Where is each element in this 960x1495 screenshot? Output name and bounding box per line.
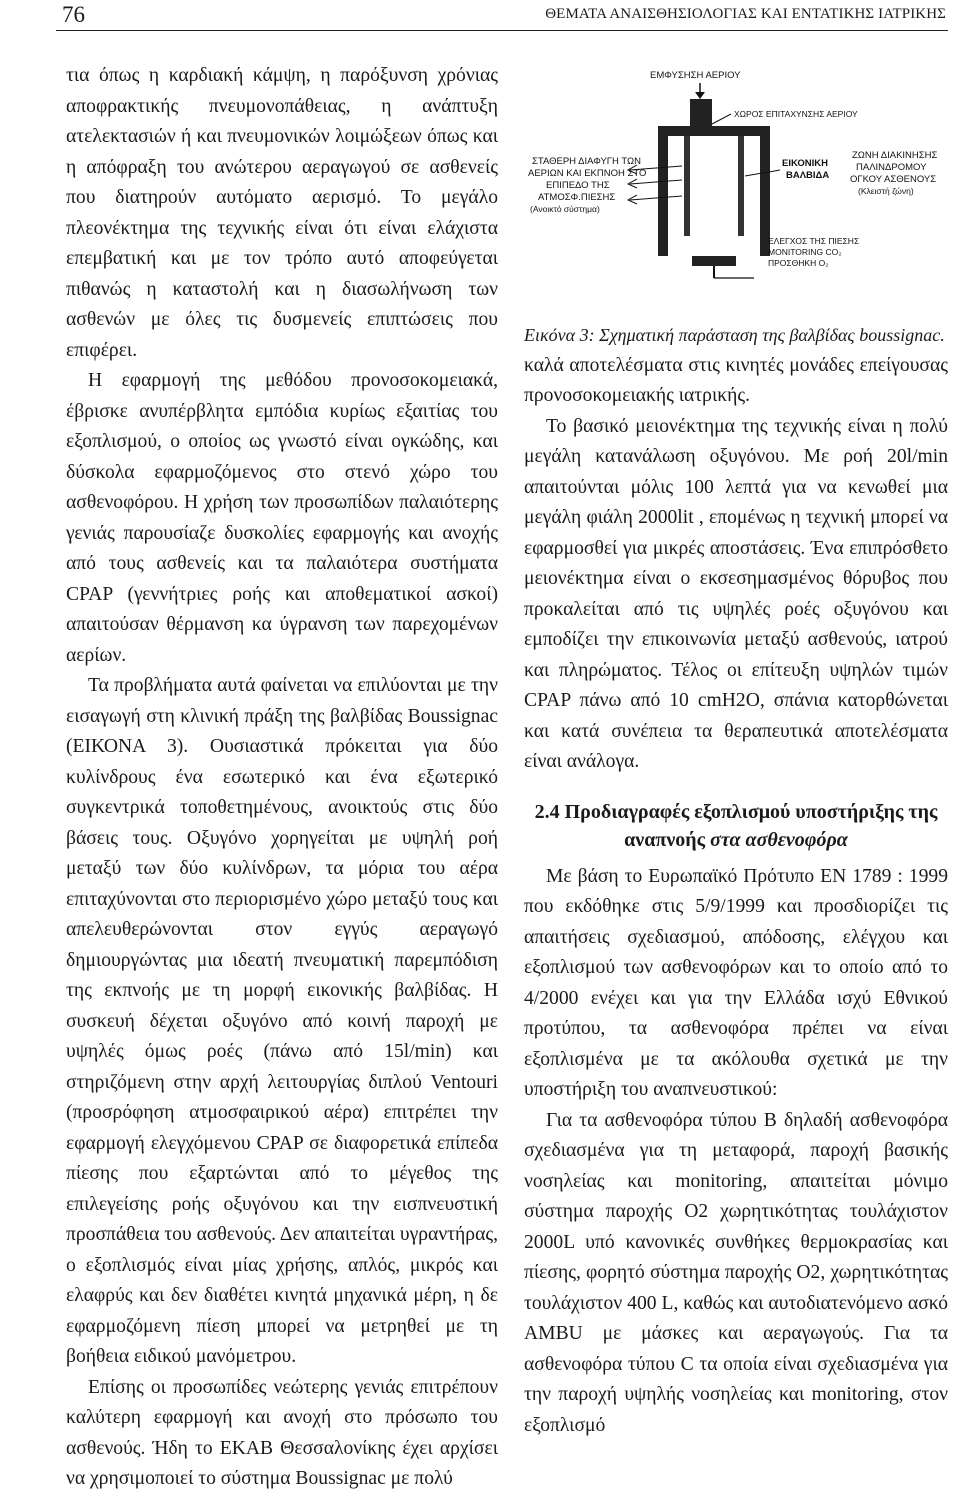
section-heading [524,798,948,854]
paragraph: Το βασικό μειονέκτημα της τεχνικής είναι η πολύ μεγάλη κατανάλωση οξυγόνου. Με ροή 20l/min απαιτούνται μόλις 100 λεπτά για να κενωθεί μια μεγάλη φιάλη 2000lit , επομένως η τεχνική μπορεί να εφαρμοσθεί για μικρές αποστάσεις. Ένα επιπρόσθετο μειονέκτημα είναι ο εκσεσημασμένος θόρυβος που προκαλείται από τις υψηλές ροές οξυγόνου και εμποδίζει την επικοινωνία μεταξύ ασθενούς, ιατρού και πληρώματος. Τέλος οι επίτευξη υψηλών τιμών CPAP πάνω από 10 cmH2O, σπάνια κατορθώνεται και κατά συνέπεια τα θεραπευτικά αποτελέσματα είναι ανάλογα. [524,415,948,772]
right-column [524,320,948,1441]
label-valve-1: ΕΙΚΟΝΙΚΗ [782,158,829,169]
page-number: 76 [62,2,85,27]
inner-cylinder-left [684,136,690,236]
label-zone-3: ΟΓΚΟΥ ΑΣΘΕΝΟΥΣ [850,174,937,185]
label-control-2: MONITORING CO₂ [768,247,842,257]
paragraph: Επίσης οι προσωπίδες νεώτερης γενιάς επιτρέπουν καλύτερη εφαρμογή και ανοχή στο πρόσωπο του ασθενούς. Ήδη το ΕΚΑΒ Θεσσαλονίκης έχει αρχίσει να χρησιμοποιεί το σύστημα Boussignac με πολύ [66,1376,498,1489]
paragraph: Για τα ασθενοφόρα τύπου Β δηλαδή ασθενοφόρα σχεδιασμένα για τη μεταφορά, παροχή βασικής νοσηλείας και monitoring, απαιτείται μόνιμο σύστημα παροχής O2 χωρητικότητας τουλάχιστον 2000L υπό κανονικές συνθήκες θερμοκρασίας και πίεσης, φορητό σύστημα παροχής O2, χωρητικότητας τουλάχιστον 400 L, καθώς και αυτοδιατενόμενο ασκό AMBU με μάσκες και αεραγωγούς. Για τα ασθενοφόρα τύπου C τα οποία είναι σχεδιασμένα για την παροχή υψηλής νοσηλείας και monitoring, στον εξοπλισμό [524,1109,948,1436]
patient-connector [692,256,736,266]
paragraph: καλά αποτελέσματα στις κινητές μονάδες επείγουσας προνοσοκομειακής ιατρικής. [524,354,948,406]
valve-diagram [524,66,948,281]
section-heading-text: 2.4 Προδιαγραφές εξοπλισμού υποστήριξης της αναπνοής [534,800,938,851]
label-zone-4: (Κλειστή ζώνη) [858,186,914,196]
boussignac-valve-figure [524,66,948,281]
label-escape-4: ΑΤΜΟΣΦ.ΠΙΕΣΗΣ [538,192,616,203]
label-control-3: ΠΡΟΣΘΗΚΗ O₂ [768,258,829,268]
label-zone-1: ΖΩΝΗ ΔΙΑΚΙΝΗΣΗΣ [852,150,938,161]
left-column [66,61,498,1495]
section-heading-italic: στα ασθενοφόρα [710,828,848,851]
inner-cylinder-right [738,136,744,236]
label-escape-3: ΕΠΙΠΕΔΟ ΤΗΣ [546,180,610,191]
running-title: ΘΕΜΑΤΑ ΑΝΑΙΣΘΗΣΙΟΛΟΓΙΑΣ ΚΑΙ ΕΝΤΑΤΙΚΗΣ ΙΑΤΡΙΚΗΣ [545,6,946,22]
accel-pointer [712,114,731,124]
paragraph: Η εφαρμογή της μεθόδου προνοσοκομειακά, έβρισκε ανυπέρβλητα εμπόδια κυρίως εξαιτίας του εξοπλισμού, ο οποίος ως γνωστό είναι ογκώδης, και δύσκολα εφαρμοζόμενος στο στενό χώρο του ασθενοφόρου. Η χρήση των προσωπίδων παλαιότερης γενιάς παρουσίαζε δυσκολίες εφαρμογής και ανοχής από τους ασθενείς και τα παλαιότερα συστήματα CPAP (γεννήτριες ροής και αποθεματικοί ασκοί) απαιτούσαν θέρμανση κα ύγρανση των παρεχομένων αερίων. [66,370,498,666]
inflow-arrowhead [695,92,705,99]
outer-cylinder-top [658,126,770,136]
paragraph: Τα προβλήματα αυτά φαίνεται να επιλύονται με την εισαγωγή στη κλινική πράξη της βαλβίδας Boussignac (ΕΙΚΟΝΑ 3). Ουσιαστικά πρόκειται για δύο κυλίνδρους ένα εσωτερικό και ένα εξωτερικό συγκεντρικά τοποθετημένους, ανοικτούς στις δύο βάσεις τους. Οξυγόνο χορηγείται με υψηλή ροή μεταξύ των δύο κυλίνδρων, τα μόρια του αέρα επιταχύνονται στο περιορισμένο χώρο μεταξύ τους και απελευθερώνονται στον εγγύς αεραγωγό δημιουργώντας μια ιδεατή πνευματική παρεμπόδιση της εκπνοής με τη μορφή εικονικής βαλβίδας. Η συσκευή δέχεται οξυγόνο από κοινή παροχή με υψηλές όμως ροές (πάνω από 15l/min) και στηριζόμενη στην αρχή λειτουργίας διπλού Ventouri (προσρόφηση ατμοσφαιρικού αέρα) επιτρέπει την εφαρμογή ελεγχόμενου CPAP σε διαφορετικά επίπεδα πίεσης που εξαρτώνται από το μέγεθος της επιλεγείσης ροής οξυγόνου και την εισπνευστική προσπάθεια του ασθενούς. Δεν απαιτείται υγραντήρας, ο εξοπλισμός είναι μίας χρήσης, απλός, μικρός και ελαφρύς και δεν διαθέτει κινητά μηχανικά μέρη, η δε εφαρμοζόμενη πίεση μπορεί να μετρηθεί με τη βοήθεια ειδικού μανόμετρου. [66,675,498,1367]
page-header [0,0,960,40]
outer-cylinder-left [658,136,668,256]
label-control-1: ΕΛΕΓΧΟΣ ΤΗΣ ΠΙΕΣΗΣ [768,236,860,246]
figure-caption: Εικόνα 3: Σχηματική παράσταση της βαλβίδας boussignac. [524,325,945,345]
label-escape-2: ΑΕΡΙΩΝ ΚΑΙ ΕΚΠΝΟΗ ΣΤΟ [528,168,647,179]
label-inflow: ΕΜΦΥΣΗΣΗ ΑΕΡΙΟΥ [650,70,741,81]
label-valve-2: ΒΑΛΒΙΔΑ [786,170,830,181]
label-accel-zone: ΧΩΡΟΣ ΕΠΙΤΑΧΥΝΣΗΣ ΑΕΡΙΟΥ [734,109,858,119]
paragraph: Με βάση το Ευρωπαϊκό Πρότυπο ΕΝ 1789 : 1999 που εκδόθηκε στις 5/9/1999 και προσδιορίζει τις απαιτήσεις σχεδιασμού, απόδοσης, ελέγχου και εξοπλισμού των ασθενοφόρων και το οποίο από το 4/2000 ενέχει και για την Ελλάδα ισχύ Εθνικού προτύπου, τα ασθενοφόρα πρέπει να είναι εξοπλισμένα με τα ακόλουθα σχετικά με την υποστήριξη του αναπνευστικού: [524,865,948,1100]
label-escape-5: (Ανοικτό σύστημα) [530,204,600,214]
label-zone-2: ΠΑΛΙΝΔΡΟΜΟΥ [856,162,927,173]
header-rule [56,30,948,31]
label-escape-1: ΣΤΑΘΕΡΗ ΔΙΑΦΥΓΗ ΤΩΝ [532,156,641,167]
paragraph: τια όπως η καρδιακή κάμψη, η παρόξυνση χρόνιας αποφρακτικής πνευμονοπάθειας, η ανάπτυξη ατελεκτασιών ή και πνευμονικών λοιμώξεων όπως και η απόφραξη του ανώτερου αεραγωγού σε ασθενείς που διατηρούν αυτόματο αερισμό. Το μεγάλο πλεονέκτημα της τεχνικής είναι ότι είναι ελάχιστα επεμβατική και με τον τρόπο αυτό αποφεύγεται πιθανώς η καταστολή και η διασωλήνωση των ασθενών με όλες τις δυσμενείς επιπτώσεις που επιφέρει. [66,65,498,361]
